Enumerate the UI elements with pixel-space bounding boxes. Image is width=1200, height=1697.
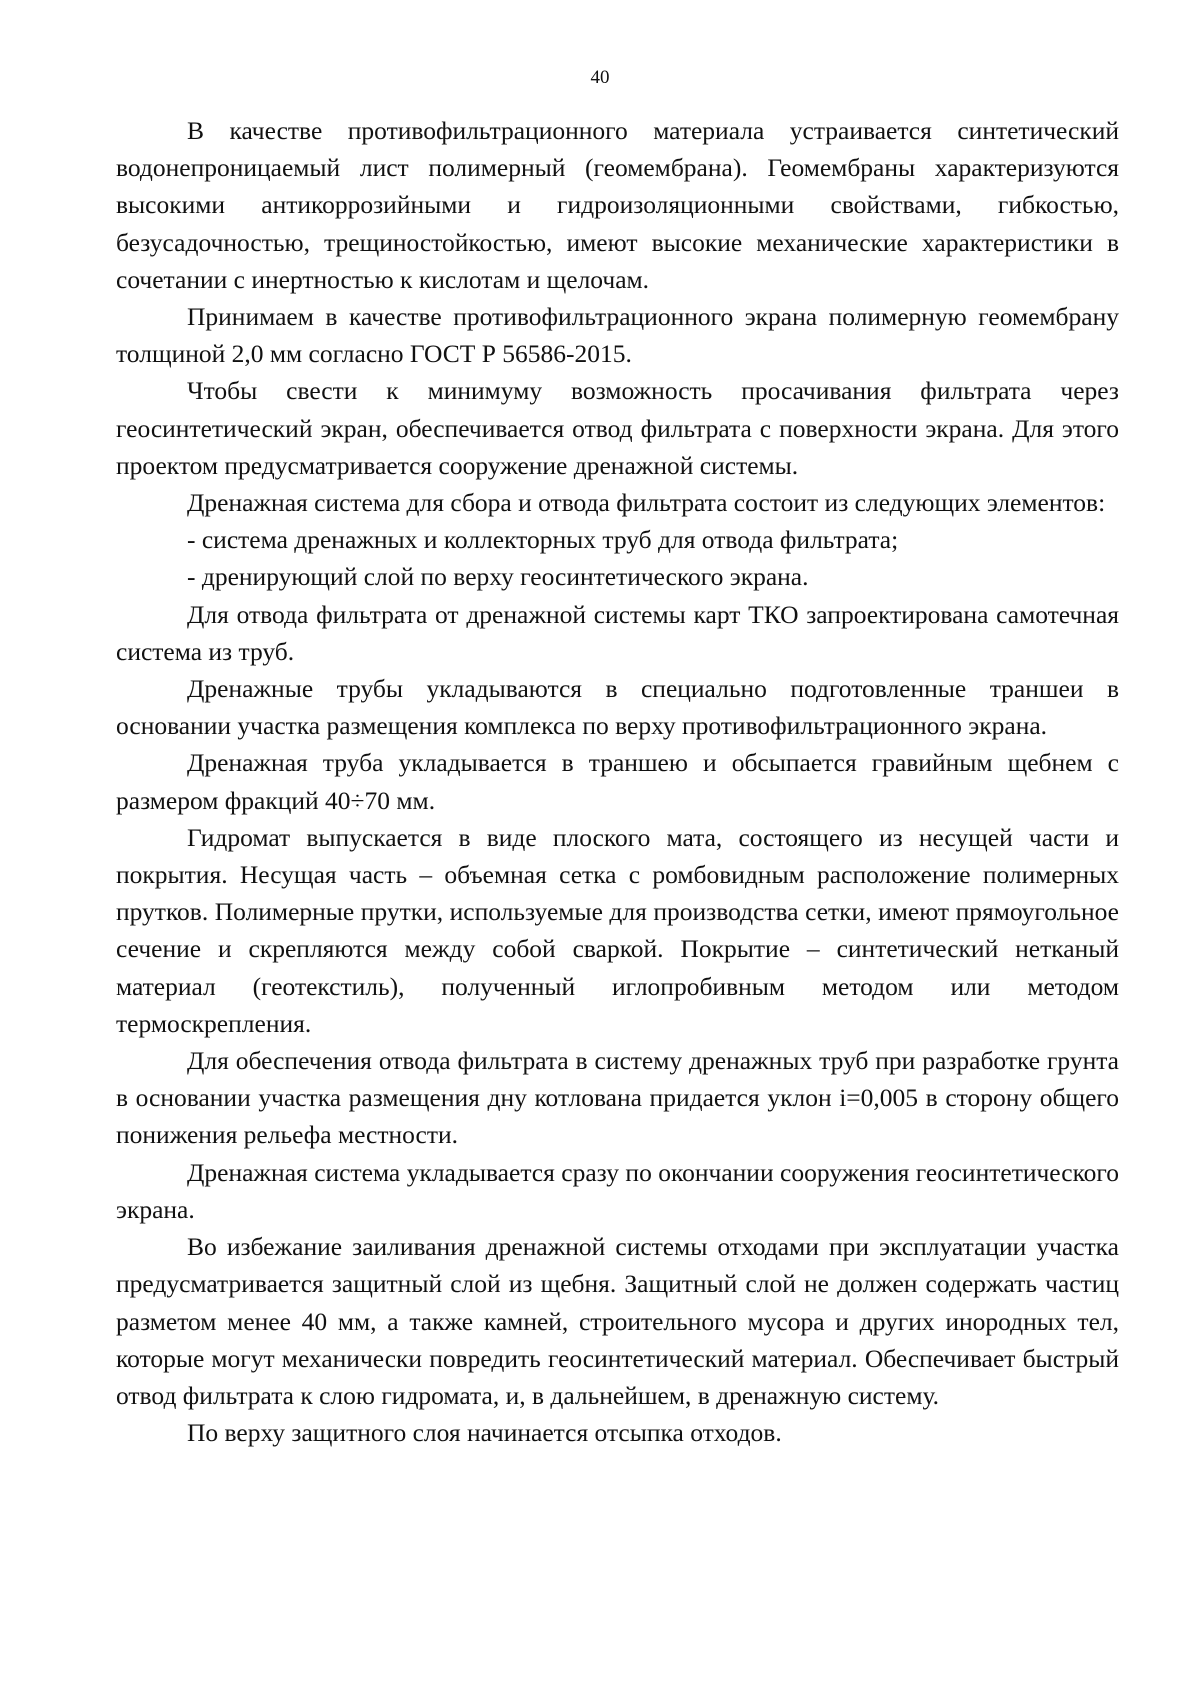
paragraph-drainage-laying: Дренажная система укладывается сразу по окончании сооружения геосинтетического экрана. xyxy=(116,1157,1119,1224)
paragraph-protective-layer: Во избежание заиливания дренажной системы отходами при эксплуатации участка предусматривается защитный слой из щебня. Защитный слой не должен содержать частиц разметом менее 40 мм, а также камней, строительного мусора и других инородных тел, которые могут механически повредить геосинтетический материал. Обеспечивает быстрый отвод фильтрата к слою гидромата, и, в дальнейшем, в дренажную систему. xyxy=(116,1232,1119,1410)
paragraph-gravity-system: Для отвода фильтрата от дренажной системы карт ТКО запроектирована самотечная система из труб. xyxy=(116,599,1119,666)
paragraph-pit-slope: Для обеспечения отвода фильтрата в систему дренажных труб при разработке грунта в основании участка размещения дну котлована придается уклон i=0,005 в сторону общего понижения рельефа местности. xyxy=(116,1046,1119,1150)
paragraph-filtrate-drainage-purpose: Чтобы свести к минимуму возможность просачивания фильтрата через геосинтетический экран, обеспечивается отвод фильтрата с поверхности экрана. Для этого проектом предусматривается сооружение дренажной системы. xyxy=(116,376,1119,480)
paragraph-waste-filling: По верху защитного слоя начинается отсыпка отходов. xyxy=(187,1418,782,1448)
paragraph-hydromat: Гидромат выпускается в виде плоского мата, состоящего из несущей части и покрытия. Несущая часть – объемная сетка с ромбовидным расположение полимерных прутков. Полимерные прутки, используемые для производства сетки, имеют прямоугольное сечение и скрепляются между собой сваркой. Покрытие – синтетический нетканый материал (геотекстиль), полученный иглопробивным методом или методом термоскрепления. xyxy=(116,822,1119,1038)
paragraph-geomembrane-thickness: Принимаем в качестве противофильтрационного экрана полимерную геомембрану толщиной 2,0 мм согласно ГОСТ Р 56586-2015. xyxy=(116,302,1119,369)
page-number: 40 xyxy=(590,67,610,88)
paragraph-pipe-trenches: Дренажные трубы укладываются в специально подготовленные траншеи в основании участка размещения комплекса по верху противофильтрационного экрана. xyxy=(116,674,1119,741)
list-item-pipe-system: - система дренажных и коллекторных труб для отвода фильтрата; xyxy=(187,525,899,555)
document-body xyxy=(116,112,1119,1451)
paragraph-geomembrane-material: В качестве противофильтрационного материала устраивается синтетический водонепроницаемый лист полимерный (геомембрана). Геомембраны характеризуются высокими антикоррозийными и гидроизоляционными свойствами, гибкостью, безусадочностью, трещиностойкостью, имеют высокие механические характеристики в сочетании с инертностью к кислотам и щелочам. xyxy=(116,116,1119,294)
list-item-draining-layer: - дренирующий слой по верху геосинтетического экрана. xyxy=(187,562,809,592)
paragraph-drainage-elements-intro: Дренажная система для сбора и отвода фильтрата состоит из следующих элементов: xyxy=(187,488,1106,518)
paragraph-pipe-gravel: Дренажная труба укладывается в траншею и обсыпается гравийным щебнем с размером фракций 40÷70 мм. xyxy=(116,748,1119,815)
